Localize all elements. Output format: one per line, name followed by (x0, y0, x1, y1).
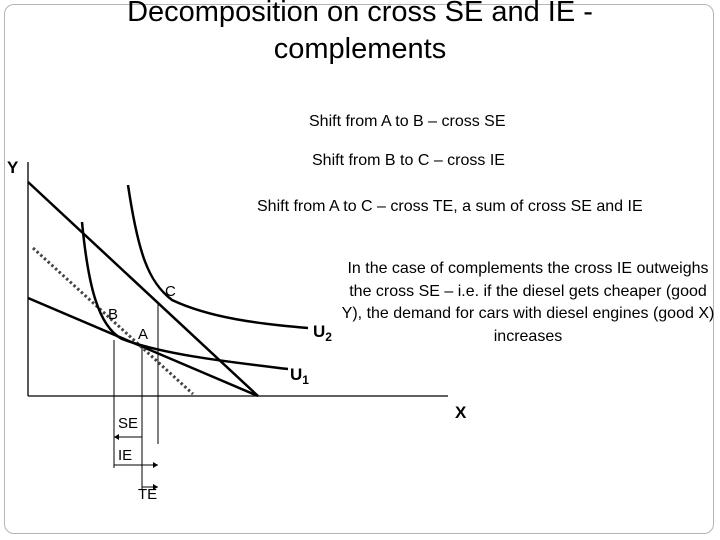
point-c-label: C (165, 283, 176, 300)
note-shift-a-to-b: Shift from A to B – cross SE (309, 113, 506, 130)
u1-label: $U_1$ (290, 365, 309, 387)
point-a-label: A (138, 326, 149, 343)
note-shift-a-to-c: Shift from A to C – cross TE, a sum of cross SE and IE (257, 198, 643, 215)
y-axis-label: Y (7, 158, 19, 177)
budget-line-original (28, 298, 258, 396)
point-b-label: B (108, 306, 119, 323)
te-label: TE (138, 486, 158, 503)
note-shift-b-to-c: Shift from B to C – cross IE (312, 152, 505, 169)
ie-label: IE (118, 447, 133, 464)
u2-label: $U_2$ (313, 322, 332, 344)
slide-title: Decomposition on cross SE and IE - complements (127, 0, 593, 65)
se-label: SE (118, 415, 139, 432)
x-axis-label: X (455, 403, 467, 422)
indifference-curve-u2 (128, 185, 308, 328)
se-arrowhead (114, 434, 119, 440)
budget-line-new (28, 182, 258, 396)
ie-arrowhead (153, 462, 158, 468)
complements-explanation: In the case of complements the cross IE outweighs the cross SE – i.e. if the diesel gets cheaper (good Y), the demand for cars with diesel engines (good X) increases (341, 260, 715, 345)
indifference-curve-u1 (82, 222, 288, 369)
